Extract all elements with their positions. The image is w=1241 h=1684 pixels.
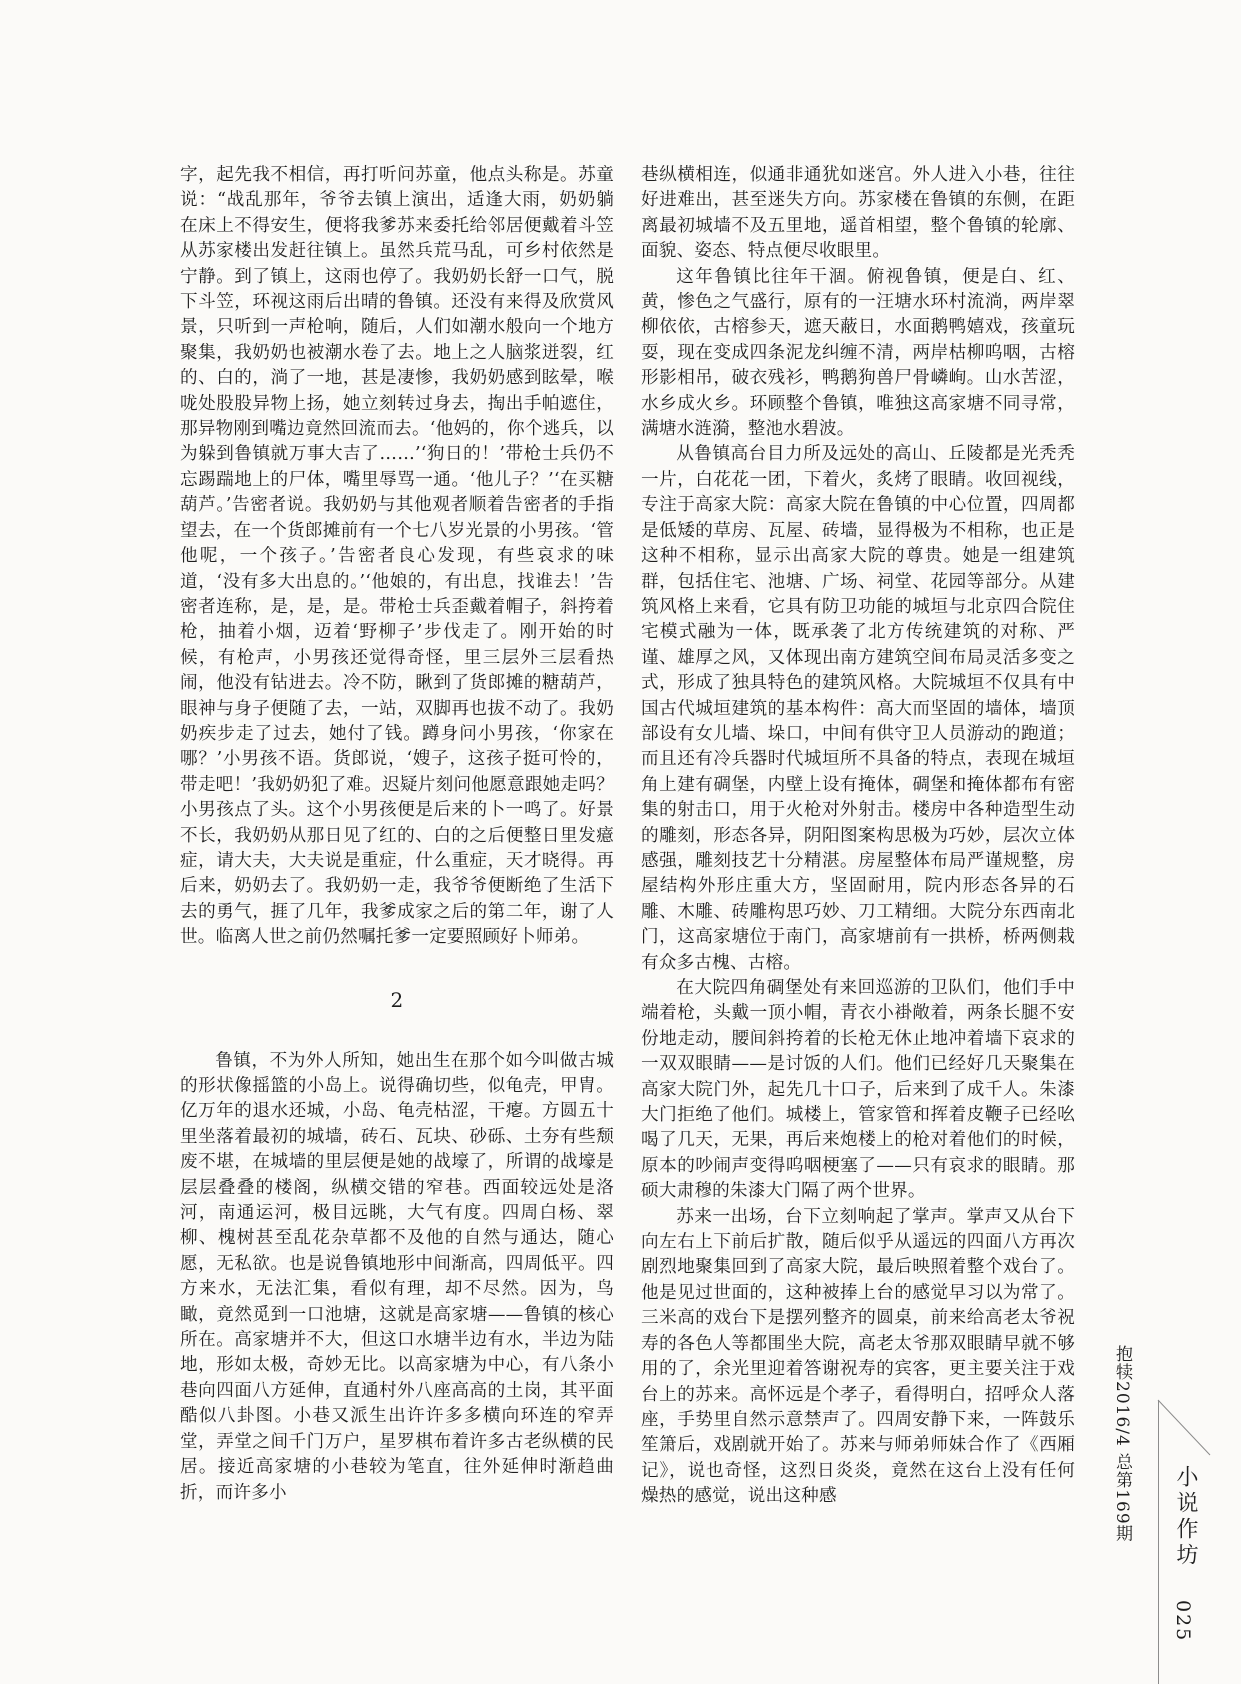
right-column: [641, 163, 1075, 1510]
right-paragraph-4: 在大院四角碉堡处有来回巡游的卫队们，他们手中端着枪，头戴一顶小帽，青衣小褂敞着，两条长腿不安份地走动，腰间斜挎着的长枪无休止地冲着墙下哀求的一双双眼睛——是讨饭的人们。他们已经好几天聚集在高家大院门外，起先几十口子，后来到了成千人。朱漆大门拒绝了他们。城楼上，管家管和挥着皮鞭子已经吆喝了几天，无果，再后来炮楼上的枪对着他们的时候，原本的吵闹声变得呜咽梗塞了——只有哀求的眼睛。那硕大肃穆的朱漆大门隔了两个世界。: [641, 978, 1075, 1202]
left-paragraph-2: 鲁镇，不为外人所知，她出生在那个如今叫做古城的形状像摇篮的小岛上。说得确切些，似龟壳，甲胄。亿万年的退水还城，小岛、龟壳枯涩，干瘪。方圆五十里坐落着最初的城墙，砖石、瓦块、砂砾、土夯有些颓废不堪，在城墙的里层便是她的战壕了，所谓的战壕是层层叠叠的楼阁，纵横交错的窄巷。西面较远处是洛河，南通运河，极目远眺，大气有度。四周白杨、翠柳、槐树甚至乱花杂草都不及他的自然与通达，随心愿，无私欲。也是说鲁镇地形中间渐高，四周低平。四方来水，无法汇集，看似有理，却不尽然。因为，鸟瞰，竟然觅到一口池塘，这就是高家塘——鲁镇的核心所在。高家塘并不大，但这口水塘半边有水，半边为陆地，形如太极，奇妙无比。以高家塘为中心，有八条小巷向四面八方延伸，直通村外八座高高的土岗，其平面酷似八卦图。小巷又派生出许许多多横向环连的窄弄堂，弄堂之间千门万户，星罗棋布着许多古老纵横的民居。接近高家塘的小巷较为笔直，往外延伸时渐趋曲折，而许多小: [180, 1050, 614, 1503]
page-number: 025: [1172, 1600, 1194, 1643]
right-paragraph-5: 苏来一出场，台下立刻响起了掌声。掌声又从台下向左右上下前后扩散，随后似乎从遥远的四面八方再次剧烈地聚集回到了高家大院，最后映照着整个戏台了。他是见过世面的，这种被捧上台的感觉早习以为常了。三米高的戏台下是摆列整齐的圆桌，前来给高老太爷祝寿的各色人等都围坐大院，高老太爷那双眼睛早就不够用的了，余光里迎着答谢祝寿的宾客，更主要关注于戏台上的苏来。高怀远是个孝子，看得明白，招呼众人落座，手势里自然示意禁声了。四周安静下来，一阵鼓乐笙箫后，戏剧就开始了。苏来与师弟师妹合作了《西厢记》，说也奇怪，这烈日炎炎，竟然在这台上没有任何燥热的感觉，说出这种感: [641, 1206, 1075, 1507]
left-paragraph-1: 字，起先我不相信，再打听问苏童，他点头称是。苏童说：“战乱那年，爷爷去镇上演出，适逢大雨，奶奶躺在床上不得安生，便将我爹苏来委托给邻居便戴着斗笠从苏家楼出发赶往镇上。虽然兵荒马乱，可乡村依然是宁静。到了镇上，这雨也停了。我奶奶长舒一口气，脱下斗笠，环视这雨后出晴的鲁镇。还没有来得及欣赏风景，只听到一声枪响，随后，人们如潮水般向一个地方聚集，我奶奶也被潮水卷了去。地上之人脑浆迸裂，红的、白的，淌了一地，甚是凄惨，我奶奶感到眩晕，喉咙处股股异物上扬，她立刻转过身去，掏出手帕遮住，那异物刚到嘴边竟然回流而去。‘他妈的，你个逃兵，以为躲到鲁镇就万事大吉了……’‘狗日的！’带枪士兵仍不忘踢踹地上的尸体，嘴里辱骂一通。‘他儿子？’‘在买糖葫芦。’告密者说。我奶奶与其他观者顺着告密者的手指望去，在一个货郎摊前有一个七八岁光景的小男孩。‘管他呢，一个孩子。’告密者良心发现，有些哀求的味道，‘没有多大出息的。’‘他娘的，有出息，找谁去！’告密者连称，是，是，是。带枪士兵歪戴着帽子，斜挎着枪，抽着小烟，迈着‘野柳子’步伐走了。刚开始的时候，有枪声，小男孩还觉得奇怪，里三层外三层看热闹，他没有钻进去。冷不防，瞅到了货郎摊的糖葫芦，眼神与身子便随了去，一站，双脚再也拔不动了。我奶奶疾步走了过去，她付了钱。蹲身问小男孩，‘你家在哪？’小男孩不语。货郎说，‘嫂子，这孩子挺可怜的，带走吧！’我奶奶犯了难。迟疑片刻问他愿意跟她走吗？小男孩点了头。这个小男孩便是后来的卜一鸣了。好景不长，我奶奶从那日见了红的、白的之后便整日里发癔症，请大夫，大夫说是重症，什么重症，天才晓得。再后来，奶奶去了。我奶奶一走，我爷爷便断绝了生活下去的勇气，捱了几年，我爹成家之后的第二年，谢了人世。临离人世之前仍然嘱托爹一定要照顾好卜师弟。: [180, 165, 614, 948]
issue-info: 抱犊2016/4 总第169期: [1112, 1345, 1132, 1543]
right-paragraph-2: 这年鲁镇比往年干涸。俯视鲁镇，便是白、红、黄，惨色之气盛行，原有的一汪塘水环村流淌，两岸翠柳依依，古榕参天，遮天蔽日，水面鹅鸭嬉戏，孩童玩耍，现在变成四条泥龙纠缠不清，两岸枯柳呜咽，古榕形影相吊，破衣残衫，鸭鹅狗兽尸骨嶙峋。山水苦涩，水乡成火乡。环顾整个鲁镇，唯独这高家塘不同寻常，满塘水涟漪，整池水碧波。: [641, 266, 1075, 440]
right-paragraph-3: 从鲁镇高台目力所及远处的高山、丘陵都是光秃秃一片，白花花一团，下着火，炙烤了眼睛。收回视线，专注于高家大院：高家大院在鲁镇的中心位置，四周都是低矮的草房、瓦屋、砖墙，显得极为不相称，也正是这种不相称，显示出高家大院的尊贵。她是一组建筑群，包括住宅、池塘、广场、祠堂、花园等部分。从建筑风格上来看，它具有防卫功能的城垣与北京四合院住宅模式融为一体，既承袭了北方传统建筑的对称、严谨、雄厚之风，又体现出南方建筑空间布局灵活多变之式，形成了独具特色的建筑风格。大院城垣不仅具有中国古代城垣建筑的基本构件：高大而坚固的墙体，墙顶部设有女儿墙、垛口，中间有供守卫人员游动的跑道；而且还有冷兵器时代城垣所不具备的特点，表现在城垣角上建有碉堡，内壁上设有掩体，碉堡和掩体都布有密集的射击口，用于火枪对外射击。楼房中各种造型生动的雕刻，形态各异，阴阳图案构思极为巧妙，层次立体感强，雕刻技艺十分精湛。房屋整体布局严谨规整，房屋结构外形庄重大方，坚固耐用，院内形态各异的石雕、木雕、砖雕构思巧妙、刀工精细。大院分东西南北门，这高家塘位于南门，高家塘前有一拱桥，桥两侧栽有众多古槐、古榕。: [641, 444, 1075, 973]
right-paragraph-1: 巷纵横相连，似通非通犹如迷宫。外人进入小巷，往往好进难出，甚至迷失方向。苏家楼在鲁镇的东侧，在距离最初城墙不及五里地，遥首相望，整个鲁镇的轮廓、面貌、姿态、特点便尽收眼里。: [641, 165, 1075, 262]
section-heading: 2: [390, 987, 404, 1012]
left-column: [180, 163, 614, 1506]
section-name: 小说作坊: [1173, 1465, 1198, 1569]
